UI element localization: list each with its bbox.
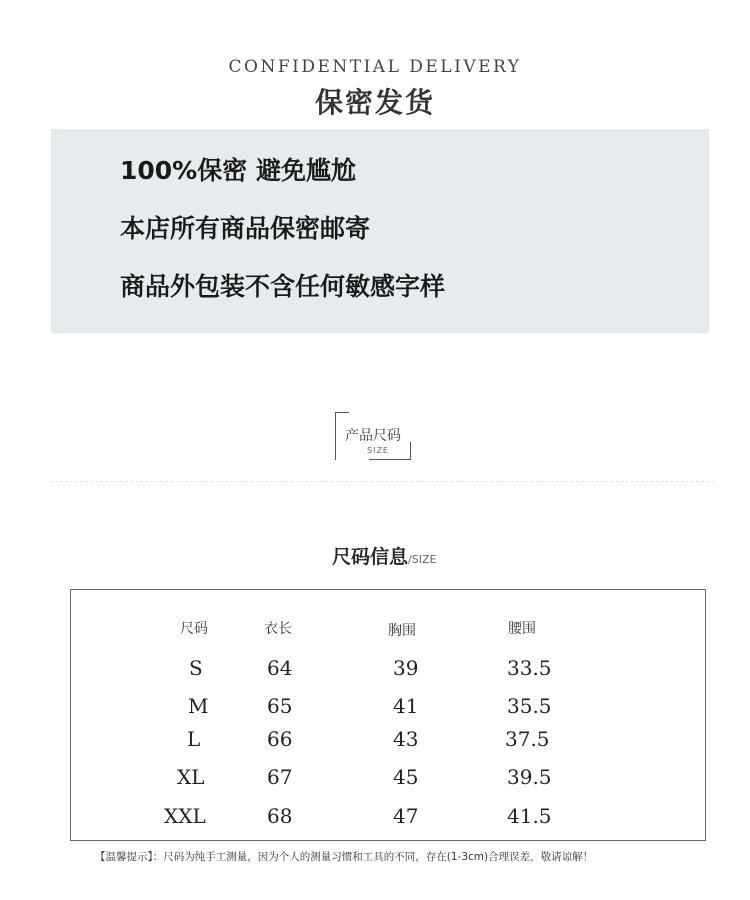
table-cell-waist: 35.5 (507, 694, 552, 718)
table-cell-size: S (189, 656, 203, 680)
table-cell-length: 64 (267, 656, 293, 680)
size-info-title-en: /SIZE (408, 553, 437, 566)
table-cell-chest: 43 (393, 727, 419, 751)
table-cell-length: 67 (267, 765, 293, 789)
badge-title-cn: 产品尺码 (345, 428, 401, 444)
badge-frame-bottom (369, 459, 411, 460)
table-cell-size: XXL (164, 804, 206, 828)
table-cell-waist: 33.5 (507, 656, 552, 680)
table-cell-chest: 41 (393, 694, 419, 718)
table-cell-size: M (188, 694, 209, 718)
table-cell-waist: 39.5 (507, 765, 552, 789)
table-cell-size: L (187, 727, 201, 751)
header-title-en: CONFIDENTIAL DELIVERY (228, 57, 522, 77)
size-info-title-cn: 尺码信息 (332, 546, 409, 568)
table-cell-length: 68 (267, 804, 293, 828)
table-cell-waist: 37.5 (505, 727, 550, 751)
table-header-chest: 胸围 (388, 623, 416, 639)
table-cell-chest: 45 (393, 765, 419, 789)
table-header-length: 衣长 (264, 621, 292, 637)
badge-frame-right (410, 442, 411, 460)
measurement-tip: 【温馨提示】：尺码为纯手工测量，因为个人的测量习惯和工具的不同，存在(1-3cm)合理误差，敬请谅解！ (95, 851, 594, 863)
size-info-title (332, 542, 436, 569)
product-size-badge (335, 412, 411, 460)
table-cell-chest: 47 (393, 804, 419, 828)
notice-line-3: 商品外包装不含任何敏感字样 (120, 272, 446, 301)
table-cell-waist: 41.5 (507, 804, 552, 828)
table-header-waist: 腰围 (508, 621, 536, 637)
header-title-cn: 保密发货 (314, 86, 435, 119)
table-cell-size: XL (177, 765, 205, 789)
table-cell-chest: 39 (393, 656, 419, 680)
notice-line-1: 100%保密 避免尴尬 (120, 156, 356, 185)
badge-frame-top (335, 412, 349, 413)
badge-frame-left (335, 412, 336, 460)
size-table (70, 589, 706, 841)
notice-line-2: 本店所有商品保密邮寄 (120, 214, 371, 243)
section-divider (50, 481, 714, 482)
table-cell-length: 65 (267, 694, 293, 718)
badge-title-en: SIZE (367, 446, 389, 455)
table-cell-length: 66 (267, 727, 293, 751)
table-header-size: 尺码 (180, 621, 208, 637)
confidential-notice-panel (51, 129, 709, 333)
